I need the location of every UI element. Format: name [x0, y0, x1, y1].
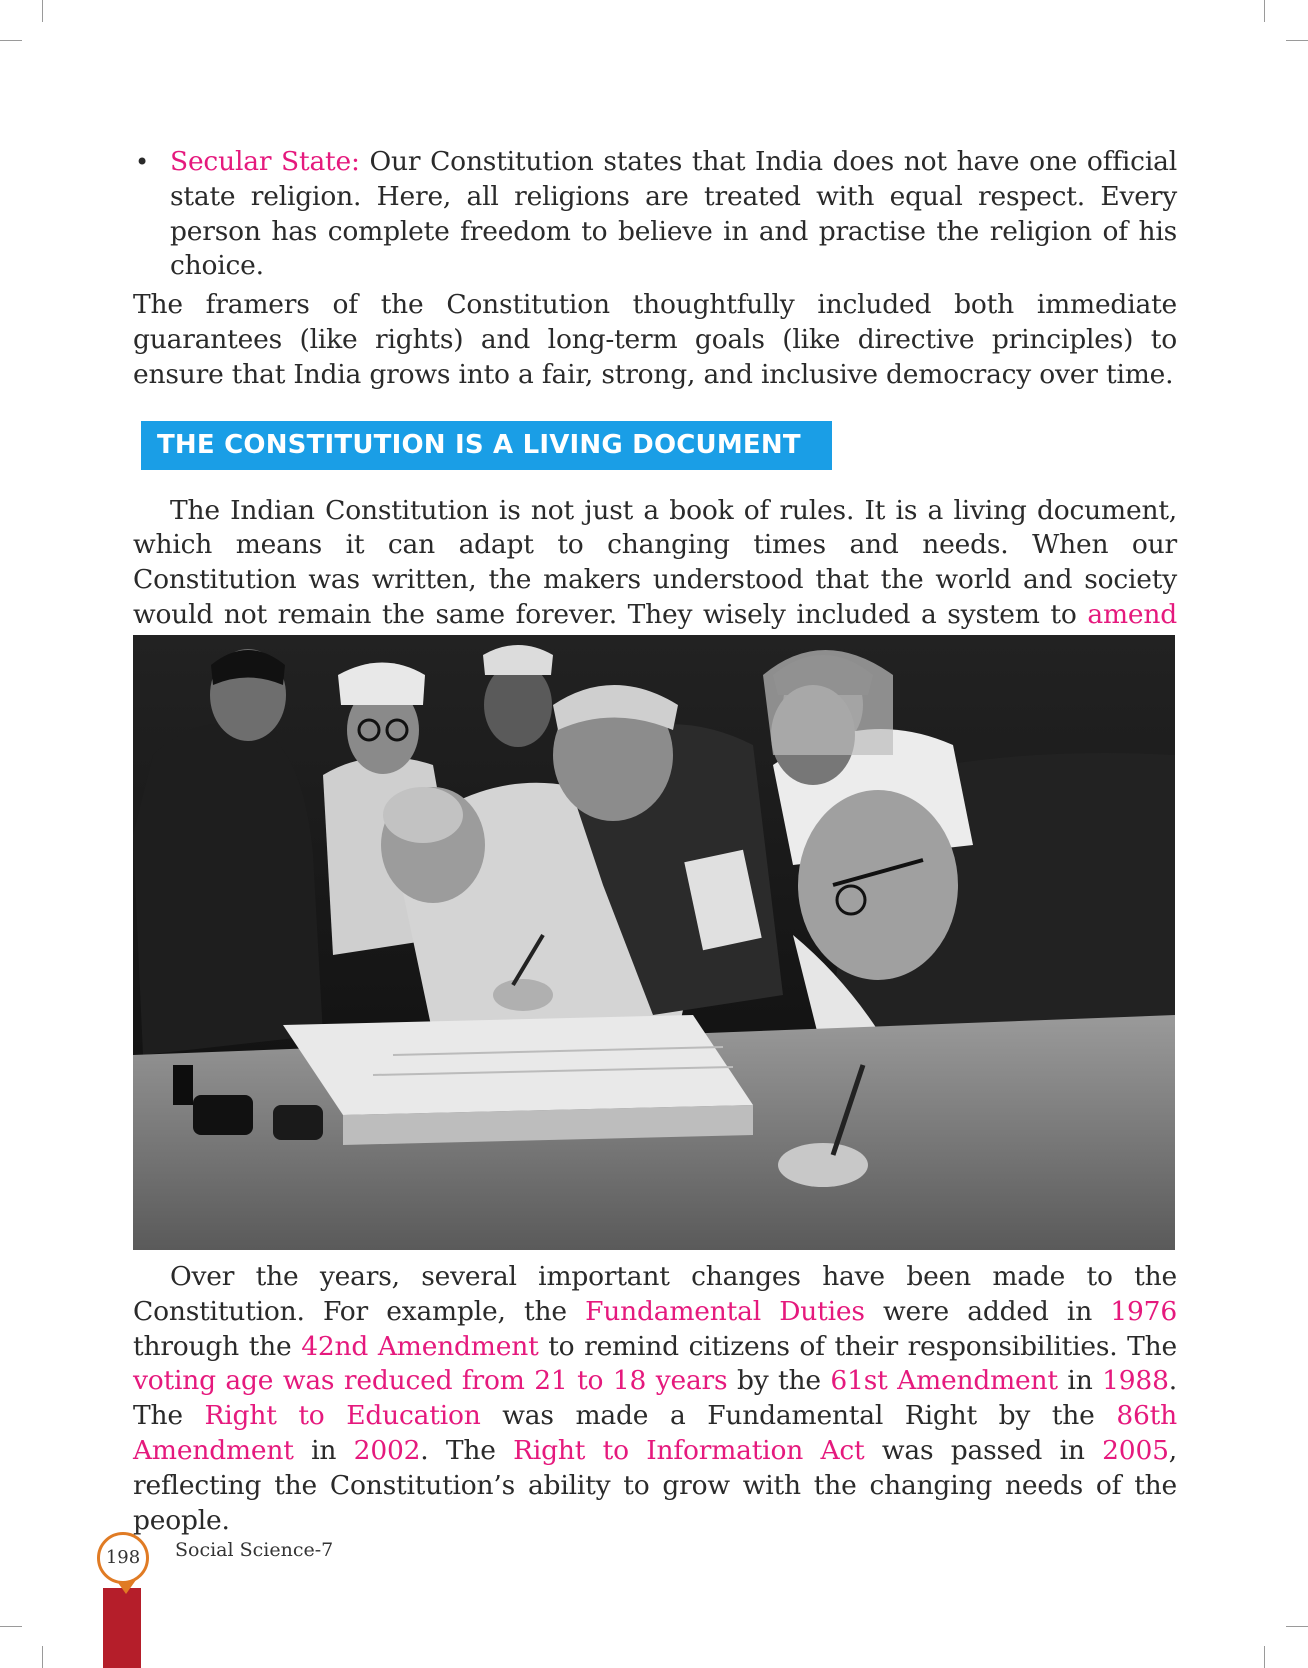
- bullet-secular-state: [133, 145, 1177, 284]
- amendments-section: [133, 1260, 1177, 1538]
- term-42nd-amendment: 42nd Amendment: [301, 1330, 539, 1362]
- year-1976: 1976: [1110, 1295, 1177, 1327]
- term-right-to-information-act: Right to Information Act: [513, 1434, 865, 1466]
- crop-mark: [0, 40, 22, 41]
- footer-color-strip: [103, 1588, 141, 1668]
- year-2005: 2005: [1102, 1434, 1169, 1466]
- amend-text-2: were added in: [864, 1295, 1111, 1327]
- amend-text-10: . The: [420, 1434, 514, 1466]
- crop-mark: [1286, 1626, 1308, 1627]
- amend-text-8: was made a Fundamental Right by the: [480, 1400, 1117, 1432]
- living-text-1: The Indian Constitution is not just a book of rules. It is a living document, which means it can adapt to changing times and needs. When our Constitution was written, the makers understood that the world and society would not remain the same forever. They wisely included a system to: [133, 494, 1177, 630]
- crop-mark: [1264, 0, 1265, 22]
- term-right-to-education: Right to Education: [204, 1400, 481, 1432]
- term-amend: amend: [1087, 598, 1177, 630]
- term-86th-amendment: 86th Amendment: [133, 1400, 1177, 1466]
- amend-text-5: by the: [727, 1365, 831, 1397]
- term-voting-age: voting age was reduced from 21 to 18 years: [133, 1365, 728, 1397]
- crop-mark: [42, 1646, 43, 1668]
- amend-text-9: in: [293, 1434, 354, 1466]
- amend-text-3: through the: [133, 1330, 302, 1362]
- historical-photo-signing-constitution: [133, 635, 1175, 1250]
- amendments-paragraph: [133, 1260, 1177, 1538]
- intro-paragraph: The framers of the Constitution thoughtfully included both immediate guarantees (like rights) and long-term goals (like directive principles) to ensure that India grows into a fair, strong, and inclusive democracy over time.: [133, 289, 1177, 390]
- bullet-text: Our Constitution states that India does not have one official state religion. Here, all religions are treated with equal respect. Every person has complete freedom to believe in and practise the religion of his choice.: [170, 146, 1177, 282]
- amend-text-1: Over the years, several important changes have been made to the Constitution. For example, the: [133, 1261, 1177, 1327]
- amend-text-11: was passed in: [864, 1434, 1103, 1466]
- crop-mark: [1264, 1646, 1265, 1668]
- book-title: Social Science-7: [175, 1539, 334, 1561]
- crop-mark: [42, 0, 43, 22]
- amend-text-6: in: [1057, 1365, 1103, 1397]
- bullet-dot: •: [135, 148, 149, 176]
- crop-mark: [0, 1626, 22, 1627]
- page-number: 198: [97, 1532, 149, 1584]
- amend-text-4: to remind citizens of their responsibilities. The: [538, 1330, 1177, 1362]
- year-2002: 2002: [353, 1434, 421, 1466]
- term-secular-state: Secular State:: [170, 146, 360, 177]
- term-fundamental-duties: Fundamental Duties: [585, 1295, 865, 1327]
- crop-mark: [1286, 40, 1308, 41]
- year-1988: 1988: [1102, 1365, 1169, 1397]
- amend-text-12: , reflecting the Constitution’s ability to grow with the changing needs of the people.: [133, 1434, 1177, 1536]
- page-content: [133, 145, 1177, 668]
- photo-illustration: [133, 635, 1175, 1250]
- amend-text-7: . The: [133, 1365, 1177, 1432]
- term-61st-amendment: 61st Amendment: [830, 1365, 1058, 1397]
- section-heading: THE CONSTITUTION IS A LIVING DOCUMENT: [141, 421, 832, 470]
